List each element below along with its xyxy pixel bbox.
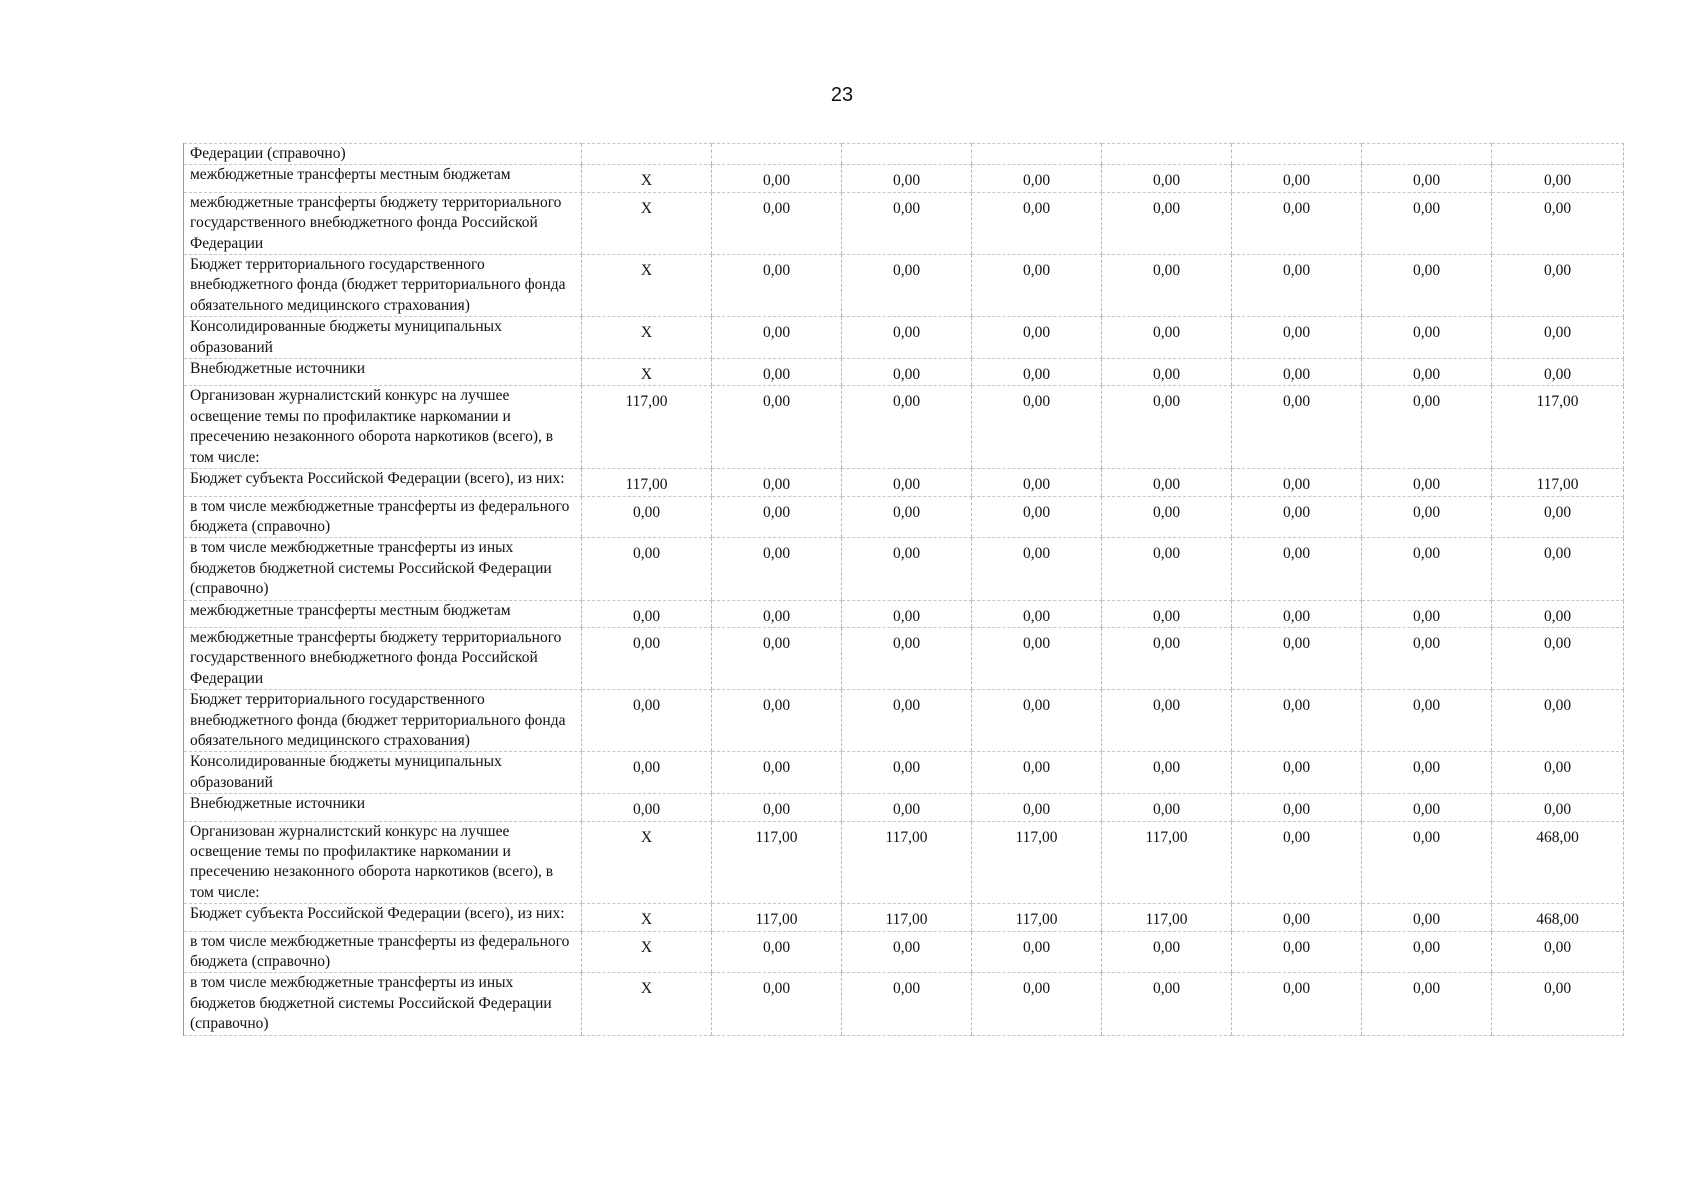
value-cell: [1102, 144, 1232, 165]
row-label: Организован журналистский конкурс на лучшее освещение темы по профилактике наркомании и пресечению незаконного оборота наркотиков (всего), в том числе:: [184, 386, 582, 469]
row-label: в том числе межбюджетные трансферты из федерального бюджета (справочно): [184, 931, 582, 973]
value-cell: 117,00: [1102, 821, 1232, 904]
value-cell: 0,00: [972, 359, 1102, 386]
budget-table-container: [183, 143, 1623, 1036]
value-cell: 0,00: [1492, 317, 1624, 359]
value-cell: 0,00: [842, 317, 972, 359]
value-cell: 0,00: [1492, 165, 1624, 192]
value-cell: 0,00: [1362, 496, 1492, 538]
row-label: Внебюджетные источники: [184, 359, 582, 386]
row-label: в том числе межбюджетные трансферты из иных бюджетов бюджетной системы Российской Федерации (справочно): [184, 538, 582, 600]
row-label: Организован журналистский конкурс на лучшее освещение темы по профилактике наркомании и пресечению незаконного оборота наркотиков (всего), в том числе:: [184, 821, 582, 904]
row-label: межбюджетные трансферты местным бюджетам: [184, 600, 582, 627]
value-cell: X: [582, 931, 712, 973]
value-cell: 0,00: [1232, 496, 1362, 538]
value-cell: 0,00: [1492, 627, 1624, 689]
value-cell: 0,00: [1362, 317, 1492, 359]
value-cell: 117,00: [972, 904, 1102, 931]
value-cell: 0,00: [712, 794, 842, 821]
value-cell: 0,00: [582, 538, 712, 600]
value-cell: 0,00: [972, 538, 1102, 600]
value-cell: 0,00: [1102, 690, 1232, 752]
table-row: [184, 600, 1624, 627]
value-cell: 0,00: [972, 255, 1102, 317]
row-label: межбюджетные трансферты бюджету территориального государственного внебюджетного фонда Российской Федерации: [184, 192, 582, 254]
row-label: Бюджет субъекта Российской Федерации (всего), из них:: [184, 469, 582, 496]
value-cell: 0,00: [712, 931, 842, 973]
value-cell: 0,00: [1102, 973, 1232, 1035]
value-cell: 0,00: [842, 794, 972, 821]
value-cell: [1362, 144, 1492, 165]
value-cell: 0,00: [1232, 469, 1362, 496]
value-cell: [972, 144, 1102, 165]
row-label: в том числе межбюджетные трансферты из федерального бюджета (справочно): [184, 496, 582, 538]
row-label: Федерации (справочно): [184, 144, 582, 165]
value-cell: 0,00: [1362, 255, 1492, 317]
value-cell: 0,00: [1492, 752, 1624, 794]
row-label: Внебюджетные источники: [184, 794, 582, 821]
value-cell: 0,00: [842, 255, 972, 317]
value-cell: 468,00: [1492, 904, 1624, 931]
value-cell: 0,00: [712, 469, 842, 496]
value-cell: 0,00: [1232, 752, 1362, 794]
value-cell: X: [582, 165, 712, 192]
value-cell: 0,00: [1362, 973, 1492, 1035]
table-row: [184, 973, 1624, 1035]
value-cell: X: [582, 192, 712, 254]
value-cell: 0,00: [972, 317, 1102, 359]
table-row: [184, 469, 1624, 496]
value-cell: 0,00: [712, 496, 842, 538]
value-cell: 0,00: [1102, 752, 1232, 794]
value-cell: 0,00: [842, 973, 972, 1035]
value-cell: 0,00: [712, 627, 842, 689]
value-cell: 0,00: [1232, 690, 1362, 752]
value-cell: 117,00: [842, 821, 972, 904]
value-cell: X: [582, 904, 712, 931]
value-cell: 0,00: [972, 931, 1102, 973]
value-cell: [1492, 144, 1624, 165]
value-cell: [1232, 144, 1362, 165]
value-cell: 117,00: [712, 904, 842, 931]
value-cell: 117,00: [712, 821, 842, 904]
value-cell: 0,00: [842, 192, 972, 254]
table-row: [184, 627, 1624, 689]
value-cell: 0,00: [1102, 317, 1232, 359]
value-cell: 0,00: [1102, 794, 1232, 821]
row-label: Бюджет территориального государственного внебюджетного фонда (бюджет территориального фонда обязательного медицинского страхования): [184, 690, 582, 752]
value-cell: 0,00: [1362, 627, 1492, 689]
value-cell: 0,00: [972, 794, 1102, 821]
value-cell: 0,00: [972, 600, 1102, 627]
value-cell: 0,00: [582, 794, 712, 821]
value-cell: X: [582, 255, 712, 317]
value-cell: 0,00: [582, 600, 712, 627]
value-cell: 0,00: [712, 538, 842, 600]
value-cell: 0,00: [712, 600, 842, 627]
table-row: [184, 821, 1624, 904]
value-cell: 0,00: [712, 973, 842, 1035]
table-row: [184, 255, 1624, 317]
value-cell: 0,00: [1232, 255, 1362, 317]
value-cell: 0,00: [1362, 192, 1492, 254]
value-cell: 0,00: [842, 538, 972, 600]
table-row: [184, 192, 1624, 254]
value-cell: 0,00: [1102, 386, 1232, 469]
value-cell: 0,00: [1362, 904, 1492, 931]
table-row: [184, 165, 1624, 192]
value-cell: 0,00: [1492, 538, 1624, 600]
value-cell: 0,00: [712, 752, 842, 794]
value-cell: 0,00: [1102, 496, 1232, 538]
value-cell: 0,00: [972, 469, 1102, 496]
value-cell: 0,00: [712, 359, 842, 386]
value-cell: 0,00: [1362, 690, 1492, 752]
row-label: Бюджет субъекта Российской Федерации (всего), из них:: [184, 904, 582, 931]
value-cell: 0,00: [712, 317, 842, 359]
value-cell: 117,00: [582, 469, 712, 496]
table-body: [184, 144, 1624, 1036]
value-cell: 0,00: [1102, 600, 1232, 627]
value-cell: 0,00: [1232, 931, 1362, 973]
value-cell: 0,00: [1492, 794, 1624, 821]
value-cell: 0,00: [1232, 600, 1362, 627]
value-cell: 0,00: [1232, 165, 1362, 192]
value-cell: 0,00: [1232, 794, 1362, 821]
value-cell: 0,00: [1102, 359, 1232, 386]
value-cell: 0,00: [582, 752, 712, 794]
value-cell: 0,00: [1362, 538, 1492, 600]
value-cell: 0,00: [972, 752, 1102, 794]
value-cell: 0,00: [1232, 538, 1362, 600]
row-label: Консолидированные бюджеты муниципальных образований: [184, 317, 582, 359]
value-cell: 0,00: [1492, 192, 1624, 254]
value-cell: [842, 144, 972, 165]
value-cell: 0,00: [712, 386, 842, 469]
table-row: [184, 144, 1624, 165]
value-cell: 0,00: [712, 690, 842, 752]
value-cell: 0,00: [972, 690, 1102, 752]
value-cell: 0,00: [582, 690, 712, 752]
value-cell: 0,00: [582, 627, 712, 689]
value-cell: 0,00: [842, 165, 972, 192]
row-label: Бюджет территориального государственного внебюджетного фонда (бюджет территориального фонда обязательного медицинского страхования): [184, 255, 582, 317]
value-cell: 0,00: [1492, 690, 1624, 752]
value-cell: 0,00: [1102, 165, 1232, 192]
value-cell: 0,00: [1232, 904, 1362, 931]
value-cell: 0,00: [1362, 600, 1492, 627]
table-row: [184, 538, 1624, 600]
value-cell: 0,00: [1102, 192, 1232, 254]
value-cell: 0,00: [842, 469, 972, 496]
value-cell: 0,00: [1492, 255, 1624, 317]
value-cell: 0,00: [1232, 973, 1362, 1035]
value-cell: 0,00: [1232, 627, 1362, 689]
table-row: [184, 359, 1624, 386]
value-cell: 0,00: [1102, 627, 1232, 689]
value-cell: 0,00: [842, 359, 972, 386]
value-cell: X: [582, 821, 712, 904]
value-cell: X: [582, 317, 712, 359]
value-cell: 0,00: [842, 600, 972, 627]
value-cell: 0,00: [842, 752, 972, 794]
value-cell: 0,00: [1362, 752, 1492, 794]
value-cell: 0,00: [842, 690, 972, 752]
value-cell: 0,00: [582, 496, 712, 538]
table-row: [184, 386, 1624, 469]
value-cell: 0,00: [712, 255, 842, 317]
value-cell: 0,00: [972, 386, 1102, 469]
value-cell: 0,00: [1102, 931, 1232, 973]
table-row: [184, 690, 1624, 752]
value-cell: 0,00: [1102, 255, 1232, 317]
value-cell: 0,00: [1232, 386, 1362, 469]
value-cell: [712, 144, 842, 165]
value-cell: 0,00: [1232, 317, 1362, 359]
value-cell: 117,00: [582, 386, 712, 469]
value-cell: 0,00: [712, 165, 842, 192]
value-cell: 0,00: [842, 386, 972, 469]
page-number: 23: [830, 84, 854, 106]
value-cell: 117,00: [1492, 386, 1624, 469]
table-row: [184, 752, 1624, 794]
value-cell: 0,00: [1232, 359, 1362, 386]
value-cell: 0,00: [842, 931, 972, 973]
row-label: межбюджетные трансферты местным бюджетам: [184, 165, 582, 192]
value-cell: 0,00: [842, 496, 972, 538]
value-cell: 0,00: [712, 192, 842, 254]
budget-table: [183, 143, 1624, 1036]
row-label: межбюджетные трансферты бюджету территориального государственного внебюджетного фонда Российской Федерации: [184, 627, 582, 689]
value-cell: 0,00: [1232, 821, 1362, 904]
value-cell: 117,00: [972, 821, 1102, 904]
value-cell: 117,00: [1492, 469, 1624, 496]
value-cell: 0,00: [1362, 794, 1492, 821]
table-row: [184, 794, 1624, 821]
table-row: [184, 904, 1624, 931]
value-cell: X: [582, 359, 712, 386]
value-cell: 0,00: [1232, 192, 1362, 254]
value-cell: 0,00: [842, 627, 972, 689]
value-cell: 0,00: [1102, 538, 1232, 600]
value-cell: 0,00: [1362, 386, 1492, 469]
value-cell: [582, 144, 712, 165]
value-cell: 0,00: [1362, 359, 1492, 386]
value-cell: 0,00: [972, 192, 1102, 254]
value-cell: 0,00: [1492, 931, 1624, 973]
table-row: [184, 931, 1624, 973]
table-row: [184, 496, 1624, 538]
value-cell: X: [582, 973, 712, 1035]
row-label: в том числе межбюджетные трансферты из иных бюджетов бюджетной системы Российской Федерации (справочно): [184, 973, 582, 1035]
value-cell: 0,00: [972, 496, 1102, 538]
value-cell: 468,00: [1492, 821, 1624, 904]
value-cell: 0,00: [1362, 469, 1492, 496]
value-cell: 0,00: [1362, 821, 1492, 904]
value-cell: 117,00: [1102, 904, 1232, 931]
value-cell: 0,00: [972, 627, 1102, 689]
value-cell: 0,00: [1492, 496, 1624, 538]
value-cell: 0,00: [1492, 359, 1624, 386]
value-cell: 0,00: [1492, 600, 1624, 627]
row-label: Консолидированные бюджеты муниципальных образований: [184, 752, 582, 794]
value-cell: 0,00: [1362, 165, 1492, 192]
table-row: [184, 317, 1624, 359]
value-cell: 0,00: [1102, 469, 1232, 496]
value-cell: 0,00: [972, 165, 1102, 192]
value-cell: 0,00: [1492, 973, 1624, 1035]
value-cell: 117,00: [842, 904, 972, 931]
value-cell: 0,00: [1362, 931, 1492, 973]
value-cell: 0,00: [972, 973, 1102, 1035]
